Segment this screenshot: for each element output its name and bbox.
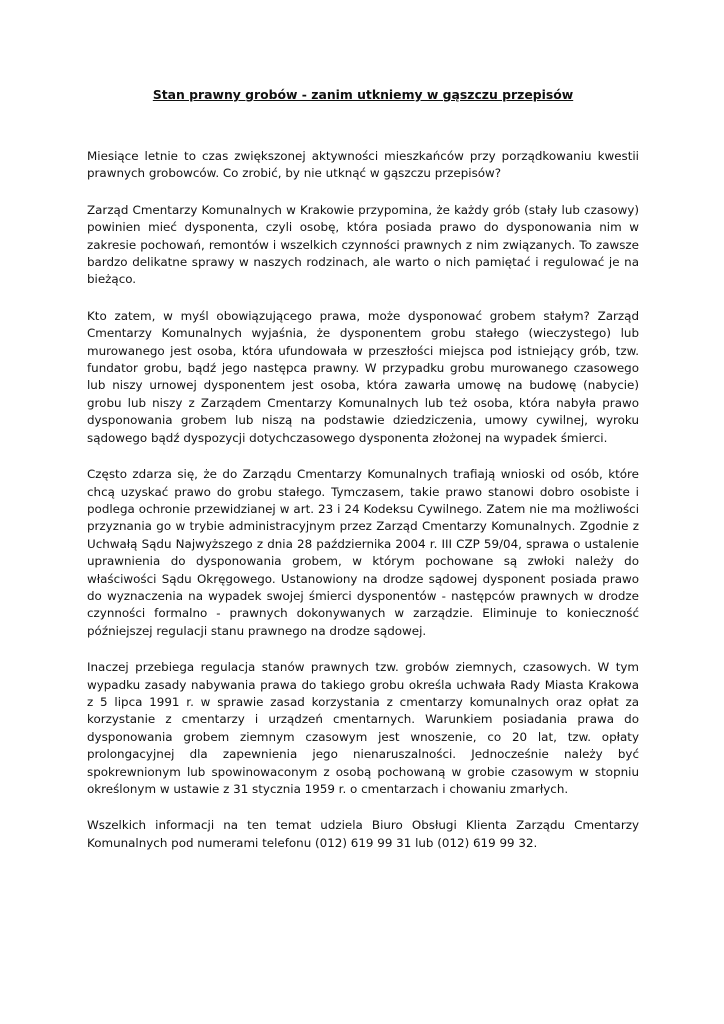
paragraph-prawo-sadowe: Często zdarza się, że do Zarządu Cmentarzy Komunalnych trafiają wnioski od osób, które chcą uzyskać prawo do grobu stałego. Tymczasem, takie prawo stanowi dobro osobiste i podlega ochronie przewidzianej w art. 23 i 24 Kodeksu Cywilnego. Zatem nie ma możliwości przyznania go w trybie administracyjnym przez Zarząd Cmentarzy Komunalnych. Zgodnie z Uchwałą Sądu Najwyższego z dnia 28 października 2004 r. III CZP 59/04, sprawa o ustalenie uprawnienia do dysponowania grobem, w którym pochowane są zwłoki należy do właściwości Sądu Okręgowego. Ustanowiony na drodze sądowej dysponent posiada prawo do wyznaczenia na wypadek swojej śmierci dysponentów - następców prawnych w drodze czynności formalno - prawnych dokonywanych w zarządzie. Eliminuje to konieczność późniejszej regulacji stanu prawnego na drodze sądowej. <box>87 467 639 638</box>
paragraph-grob-ziemny: Inaczej przebiega regulacja stanów prawnych tzw. grobów ziemnych, czasowych. W tym wypadku zasady nabywania prawa do takiego grobu określa uchwała Rady Miasta Krakowa z 5 lipca 1991 r. w sprawie zasad korzystania z cmentarzy komunalnych oraz opłat za korzystanie z cmentarzy i urządzeń cmentarnych. Warunkiem posiadania prawa do dysponowania grobem ziemnym czasowym jest wnoszenie, co 20 lat, tzw. opłaty prolongacyjnej dla zapewnienia jego nienaruszalności. Jednocześnie należy być spokrewnionym lub spowinowaconym z osobą pochowaną w grobie czasowym w stopniu określonym w ustawie z 31 stycznia 1959 r. o cmentarzach i chowaniu zmarłych. <box>87 660 639 796</box>
paragraph-grob-staly: Kto zatem, w myśl obowiązującego prawa, może dysponować grobem stałym? Zarząd Cmentarzy Komunalnych wyjaśnia, że dysponentem grobu stałego (wieczystego) lub murowanego jest osoba, która ufundowała w przeszłości miejsca pod istniejący grób, tzw. fundator grobu, bądź jego następca prawny. W przypadku grobu murowanego czasowego lub niszy urnowej dysponentem jest osoba, która zawarła umowę na budowę (nabycie) grobu lub niszy z Zarządem Cmentarzy Komunalnych lub też osoba, która nabyła prawo dysponowania grobem lub niszą na podstawie dziedziczenia, umowy cywilnej, wyroku sądowego bądź dyspozycji dotychczasowego dysponenta złożonej na wypadek śmierci. <box>87 308 639 445</box>
paragraph-intro: Miesiące letnie to czas zwiększonej aktywności mieszkańców przy porządkowaniu kwestii prawnych grobowców. Co zrobić, by nie utknąć w gąszczu przepisów? <box>87 149 639 181</box>
document-page <box>87 86 639 871</box>
paragraph-dysponent: Zarząd Cmentarzy Komunalnych w Krakowie przypomina, że każdy grób (stały lub czasowy) powinien mieć dysponenta, czyli osobę, która posiada prawo do dysponowania nim w zakresie pochowań, remontów i wszelkich czynności prawnych z nim związanych. To zawsze bardzo delikatne sprawy w naszych rodzinach, ale warto o nich pamiętać i regulować je na bieżąco. <box>87 202 639 287</box>
document-title: Stan prawny grobów - zanim utkniemy w gąszczu przepisów <box>152 87 574 102</box>
paragraph-kontakt: Wszelkich informacji na ten temat udziela Biuro Obsługi Klienta Zarządu Cmentarzy Komunalnych pod numerami telefonu (012) 619 99 31 lub (012) 619 99 32. <box>87 818 639 850</box>
